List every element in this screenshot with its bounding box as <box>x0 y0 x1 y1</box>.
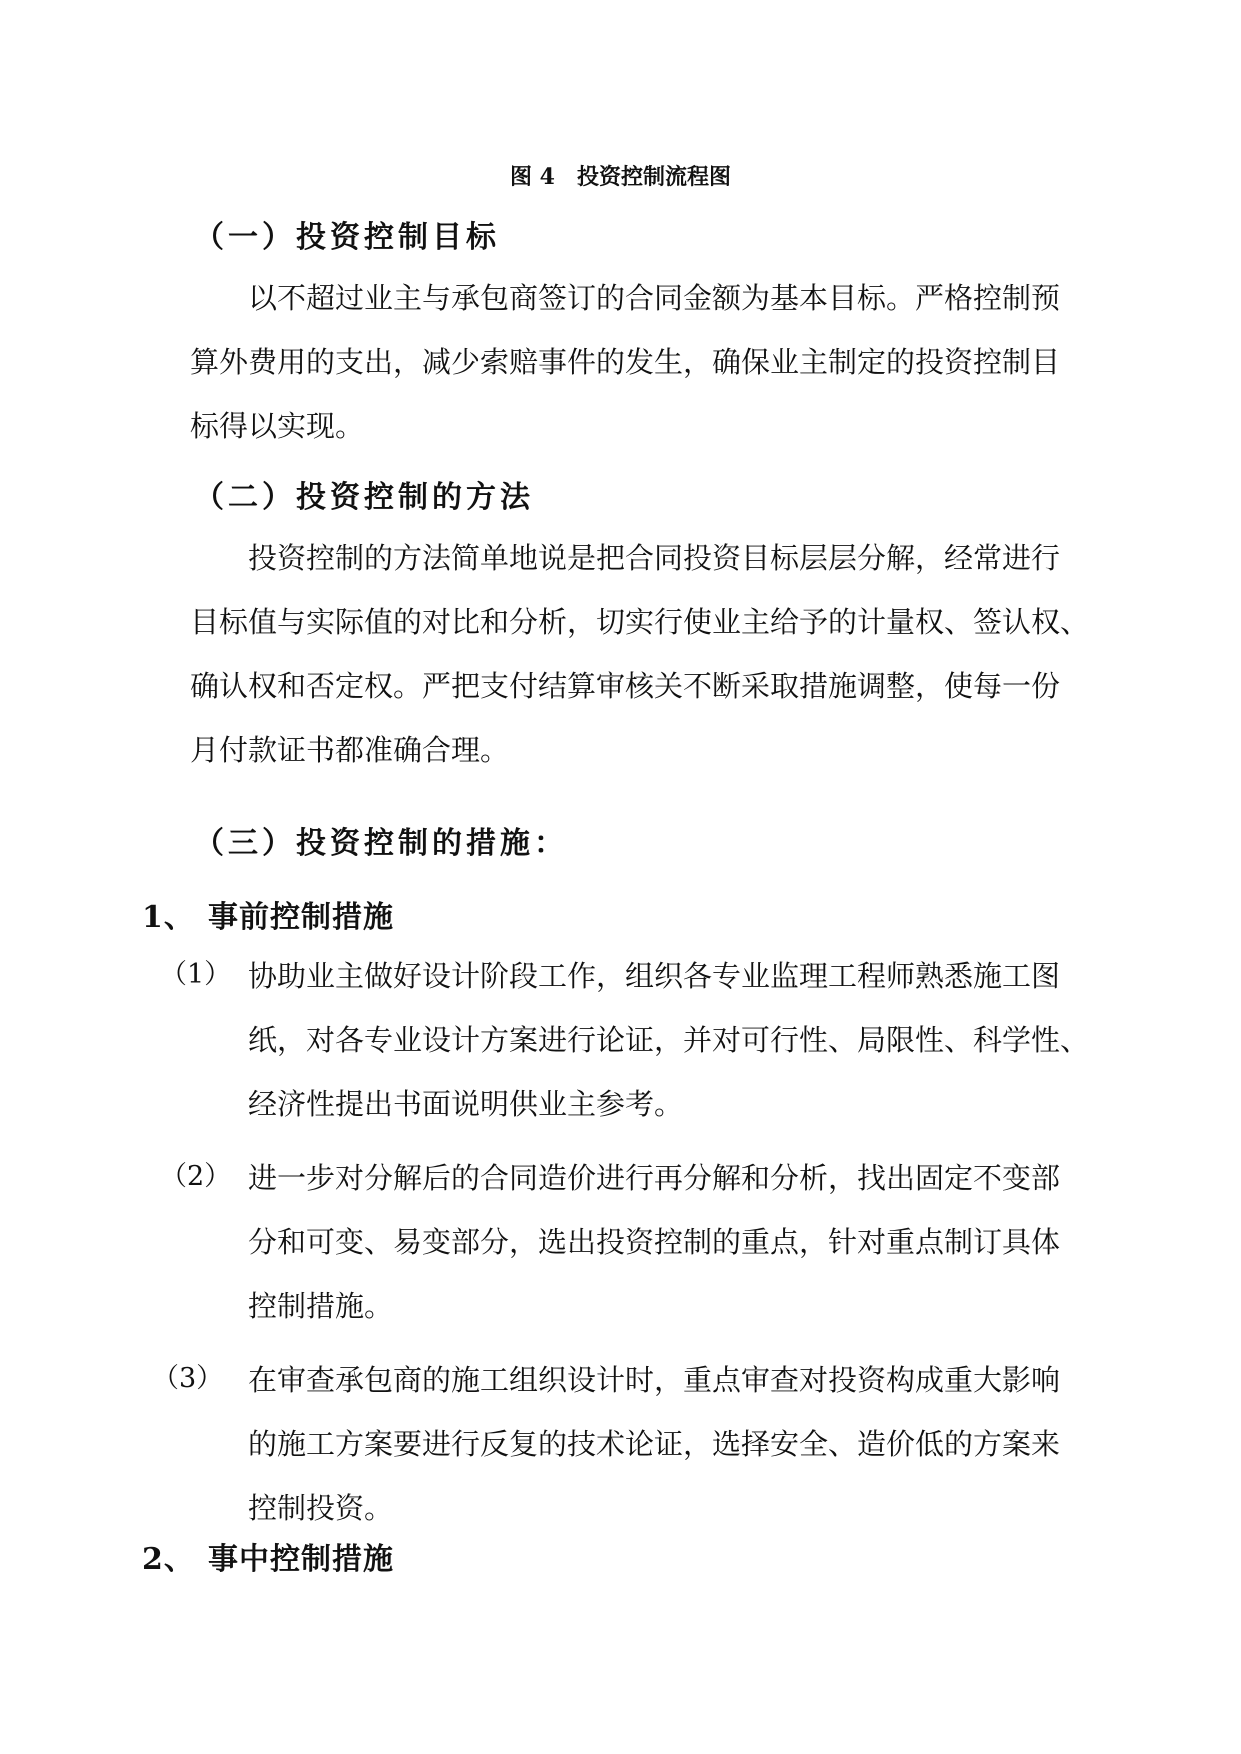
item-label: （1） <box>160 959 232 990</box>
paragraph-line: 月付款证书都准确合理。 <box>190 733 510 767</box>
measure-1-number: 1、 <box>142 900 195 935</box>
paragraph-line: 以不超过业主与承包商签订的合同金额为基本目标。严格控制预 <box>248 281 1061 315</box>
item-line: 经济性提出书面说明供业主参考。 <box>248 1087 684 1121</box>
item-line: 在审查承包商的施工组织设计时，重点审查对投资构成重大影响 <box>248 1363 1061 1397</box>
paragraph-line: 投资控制的方法简单地说是把合同投资目标层层分解，经常进行 <box>248 541 1061 575</box>
item-line: 控制投资。 <box>248 1491 394 1525</box>
item-label: （2） <box>160 1161 232 1192</box>
section-heading-1: （一）投资控制目标 <box>194 220 500 255</box>
figure-caption: 图 4 投资控制流程图 <box>510 164 731 190</box>
section-heading-3: （三）投资控制的措施： <box>194 826 568 861</box>
item-line: 进一步对分解后的合同造价进行再分解和分析，找出固定不变部 <box>248 1161 1061 1195</box>
section-heading-2: （二）投资控制的方法 <box>194 480 534 515</box>
item-line: 协助业主做好设计阶段工作，组织各专业监理工程师熟悉施工图 <box>248 959 1061 993</box>
item-text <box>248 944 1090 1136</box>
measure-2-number: 2、 <box>142 1542 195 1577</box>
item-label: （3） <box>152 1363 224 1394</box>
paragraph-line: 算外费用的支出，减少索赔事件的发生，确保业主制定的投资控制目 <box>190 345 1061 379</box>
measure-2-title: 事中控制措施 <box>208 1542 394 1577</box>
paragraph-line: 确认权和否定权。严把支付结算审核关不断采取措施调整，使每一份 <box>190 669 1061 703</box>
paragraph-line: 目标值与实际值的对比和分析，切实行使业主给予的计量权、签认权、 <box>190 605 1090 639</box>
section-1-paragraph <box>190 266 1061 458</box>
section-2-paragraph <box>190 526 1090 782</box>
paragraph-line: 标得以实现。 <box>190 409 365 443</box>
item-line: 控制措施。 <box>248 1289 394 1323</box>
item-line: 纸，对各专业设计方案进行论证，并对可行性、局限性、科学性、 <box>248 1023 1090 1057</box>
item-text <box>248 1348 1061 1540</box>
item-text <box>248 1146 1061 1338</box>
item-line: 的施工方案要进行反复的技术论证，选择安全、造价低的方案来 <box>248 1427 1061 1461</box>
item-line: 分和可变、易变部分，选出投资控制的重点，针对重点制订具体 <box>248 1225 1061 1259</box>
measure-1-title: 事前控制措施 <box>208 900 394 935</box>
